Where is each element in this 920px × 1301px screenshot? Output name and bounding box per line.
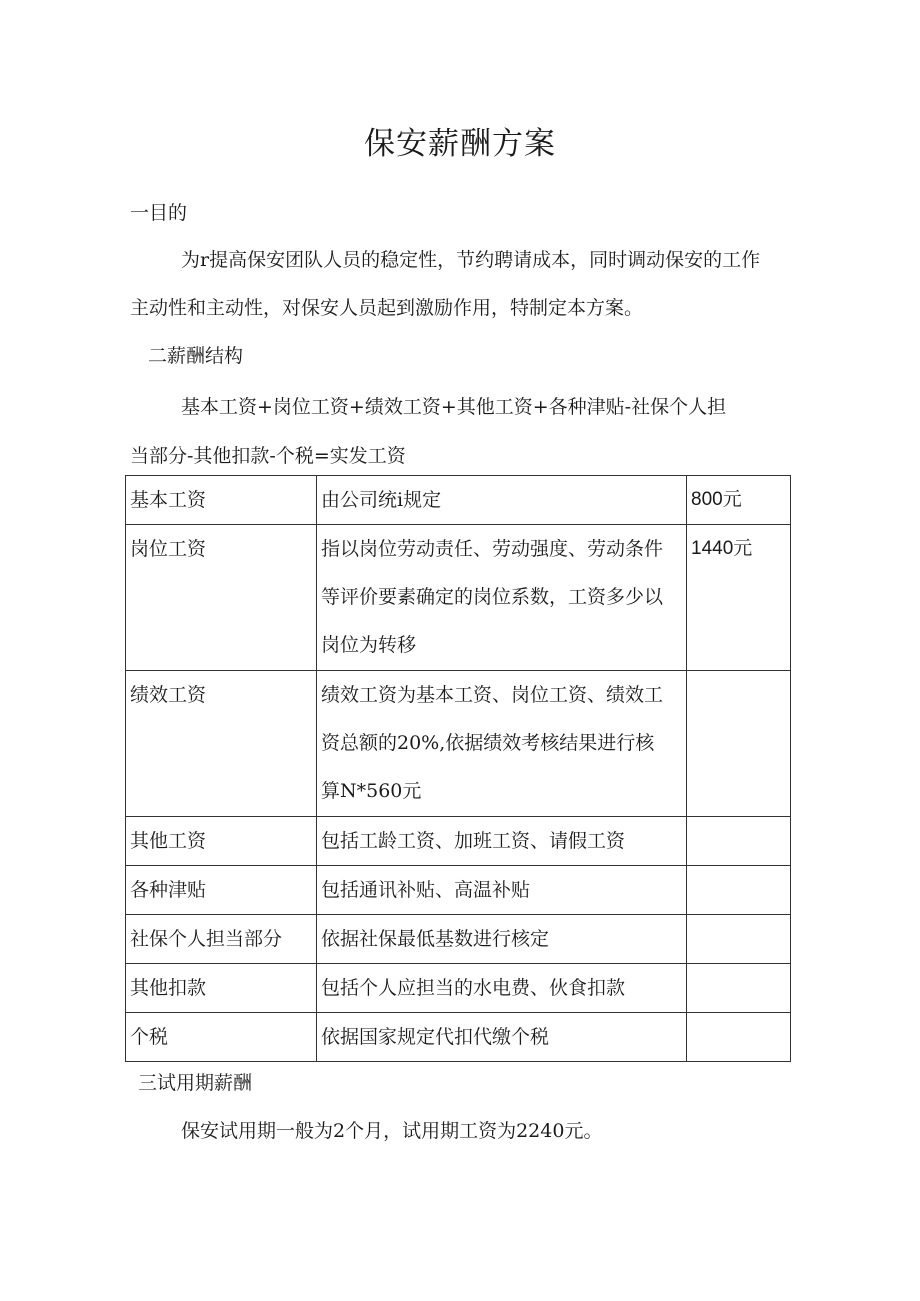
table-row: [126, 1013, 791, 1062]
table-row: [126, 525, 791, 671]
row-amount-income-tax: [687, 1013, 791, 1062]
desc-line: 等评价要素确定的岗位系数，工资多少以: [321, 586, 664, 608]
row-desc-base-salary: 由公司统i规定: [317, 476, 687, 525]
row-desc-social-insurance: 依据社保最低基数进行核定: [317, 915, 687, 964]
row-item-other-salary: 其他工资: [126, 817, 317, 866]
purpose-paragraph-line-1: 为r提高保安团队人员的稳定性，节约聘请成本，同时调动保安的工作: [181, 249, 761, 271]
row-item-position-salary: 岗位工资: [126, 525, 317, 671]
desc-line: 绩效工资为基本工资、岗位工资、绩效工: [321, 684, 664, 706]
row-amount-allowances: [687, 866, 791, 915]
formula-line-1: 基本工资+岗位工资+绩效工资+其他工资+各种津贴-社保个人担: [181, 396, 727, 418]
row-item-social-insurance: 社保个人担当部分: [126, 915, 317, 964]
row-amount-other-salary: [687, 817, 791, 866]
desc-line: 岗位为转移: [321, 634, 417, 656]
probation-paragraph: 保安试用期一般为2个月，试用期工资为2240元。: [181, 1120, 603, 1142]
row-item-allowances: 各种津贴: [126, 866, 317, 915]
purpose-paragraph-line-2: 主动性和主动性，对保安人员起到激励作用，特制定本方案。: [130, 297, 644, 319]
row-item-performance-salary: 绩效工资: [126, 671, 317, 817]
row-amount-other-deductions: [687, 964, 791, 1013]
row-item-base-salary: 基本工资: [126, 476, 317, 525]
page-title: 保安薪酬方案: [364, 126, 556, 162]
row-desc-position-salary: [317, 525, 687, 671]
table-row: [126, 964, 791, 1013]
row-amount-performance-salary: [687, 671, 791, 817]
table-row: [126, 915, 791, 964]
section-heading-purpose: 一目的: [130, 202, 188, 224]
desc-line: 算N*560元: [321, 780, 422, 802]
salary-structure-table: [125, 475, 791, 1062]
row-amount-position-salary: 1440元: [687, 525, 791, 671]
row-desc-other-salary: 包括工龄工资、加班工资、请假工资: [317, 817, 687, 866]
row-amount-social-insurance: [687, 915, 791, 964]
table-row: [126, 817, 791, 866]
row-desc-other-deductions: 包括个人应担当的水电费、伙食扣款: [317, 964, 687, 1013]
table-row: [126, 476, 791, 525]
table-row: [126, 866, 791, 915]
desc-line: 资总额的20%,依据绩效考核结果进行核: [321, 732, 655, 754]
formula-line-2: 当部分-其他扣款-个税=实发工资: [130, 445, 406, 467]
section-heading-structure: 二薪酬结构: [148, 345, 244, 367]
desc-line: 指以岗位劳动责任、劳动强度、劳动条件: [321, 538, 664, 560]
table-row: [126, 671, 791, 817]
row-amount-base-salary: 800元: [687, 476, 791, 525]
section-heading-probation: 三试用期薪酬: [138, 1072, 253, 1094]
row-desc-income-tax: 依据国家规定代扣代缴个税: [317, 1013, 687, 1062]
row-item-other-deductions: 其他扣款: [126, 964, 317, 1013]
row-desc-performance-salary: [317, 671, 687, 817]
row-item-income-tax: 个税: [126, 1013, 317, 1062]
row-desc-allowances: 包括通讯补贴、高温补贴: [317, 866, 687, 915]
